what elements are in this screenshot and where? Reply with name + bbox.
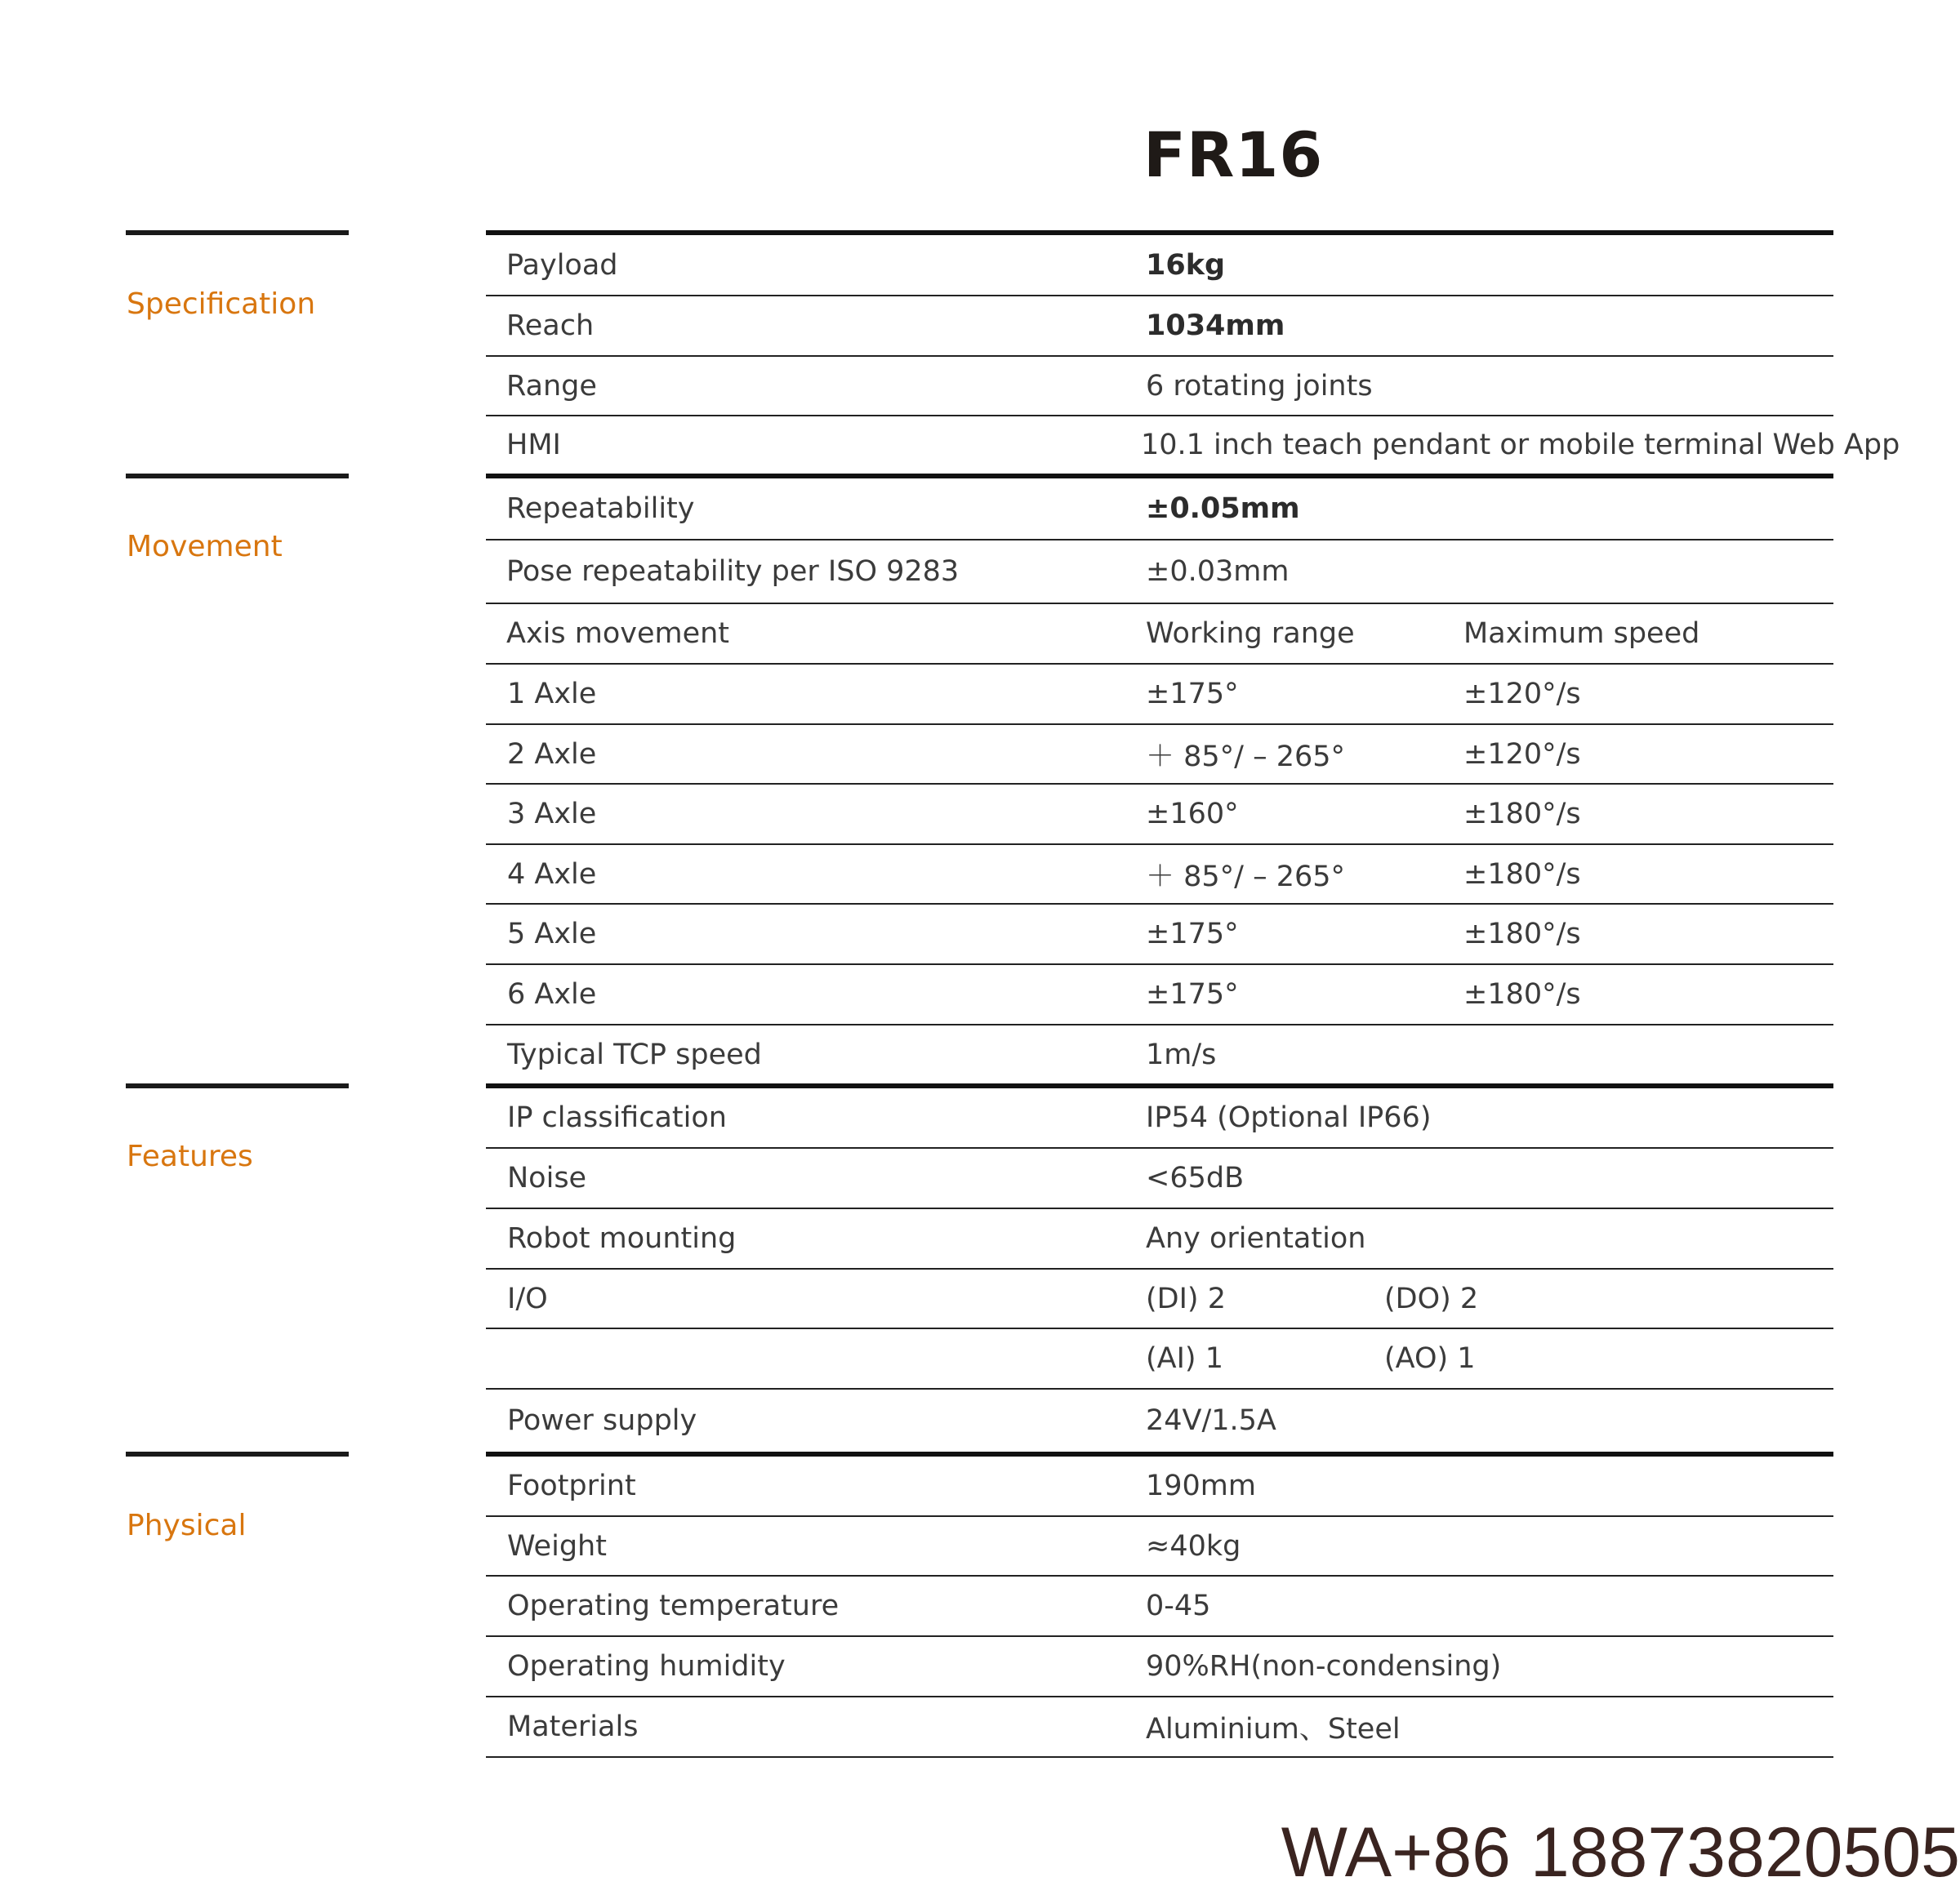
section-rule-specification — [126, 230, 349, 235]
row-value: ＋ 85°/ – 265° — [1146, 740, 1346, 773]
section-label-specification: Specification — [127, 287, 316, 321]
section-rule-features — [126, 1083, 349, 1088]
row-label: Weight — [507, 1529, 607, 1563]
row-value: 16kg — [1146, 248, 1226, 282]
row-value: IP54 (Optional IP66) — [1146, 1101, 1432, 1134]
row-label: Range — [506, 369, 597, 403]
row-value: ±160° — [1146, 798, 1239, 830]
spec-row-noise — [486, 1149, 1833, 1209]
row-value2: ±120°/s — [1463, 678, 1581, 710]
section-rule-physical — [126, 1452, 349, 1457]
row-value: Working range — [1146, 617, 1355, 650]
product-title: FR16 — [1143, 118, 1324, 191]
row-value: 6 rotating joints — [1146, 369, 1373, 403]
axis-row — [486, 905, 1833, 965]
row-value: Any orientation — [1146, 1222, 1366, 1255]
row-label: Pose repeatability per ISO 9283 — [506, 555, 960, 588]
row-label: Materials — [507, 1710, 639, 1743]
spec-row-ip-classification — [486, 1088, 1833, 1149]
row-label: Repeatability — [506, 492, 695, 525]
spec-row-reach — [486, 296, 1833, 357]
spec-row-hmi — [486, 416, 1900, 474]
spec-row-range — [486, 357, 1833, 416]
spec-row-repeatability — [486, 478, 1833, 540]
row-label: Power supply — [507, 1404, 697, 1437]
row-value2: ±180°/s — [1463, 798, 1581, 830]
row-label: Payload — [506, 248, 618, 282]
row-value: 0-45 — [1146, 1590, 1211, 1622]
row-label: Axis movement — [506, 617, 730, 650]
spec-row-pose-repeatability — [486, 540, 1833, 604]
spec-row-robot-mounting — [486, 1209, 1833, 1270]
spec-row-payload — [486, 235, 1833, 296]
row-value: 24V/1.5A — [1146, 1404, 1276, 1437]
axis-row — [486, 785, 1833, 845]
axis-header-row — [486, 604, 1833, 665]
row-value: ≈40kg — [1146, 1529, 1241, 1563]
row-value2: ±180°/s — [1463, 978, 1581, 1011]
section-label-movement: Movement — [127, 530, 283, 563]
row-label: HMI — [506, 429, 561, 461]
row-label: Operating humidity — [507, 1650, 786, 1683]
row-value: (AI) 1 — [1146, 1342, 1223, 1375]
row-value: 1034mm — [1146, 309, 1285, 342]
row-label: 1 Axle — [507, 678, 597, 710]
row-label: Reach — [506, 309, 595, 342]
row-value2: (AO) 1 — [1384, 1342, 1476, 1375]
spec-row-io-analog — [486, 1329, 1833, 1390]
row-value: ±175° — [1146, 678, 1239, 710]
spec-row-power-supply — [486, 1390, 1833, 1452]
spec-row-tcp-speed — [486, 1025, 1833, 1083]
axis-row — [486, 725, 1833, 785]
row-label: I/O — [507, 1282, 548, 1315]
row-label: Operating temperature — [507, 1590, 840, 1622]
row-value2: ±180°/s — [1463, 918, 1581, 950]
row-value2: (DO) 2 — [1384, 1282, 1479, 1315]
row-label: 3 Axle — [507, 798, 597, 830]
row-label: Noise — [507, 1162, 587, 1194]
section-label-features: Features — [127, 1140, 253, 1173]
spec-row-materials — [486, 1697, 1833, 1758]
axis-row — [486, 665, 1833, 725]
row-value: 190mm — [1146, 1470, 1256, 1502]
row-value: ＋ 85°/ – 265° — [1146, 860, 1346, 893]
row-value: ±0.05mm — [1146, 492, 1300, 525]
axis-row — [486, 965, 1833, 1025]
row-label: 6 Axle — [507, 978, 597, 1011]
row-value2: ±120°/s — [1463, 737, 1581, 771]
section-label-physical: Physical — [127, 1509, 247, 1542]
row-label: Typical TCP speed — [507, 1038, 762, 1071]
section-rule-movement — [126, 474, 349, 478]
row-value: 90%RH(non-condensing) — [1146, 1650, 1502, 1683]
axis-row — [486, 845, 1833, 905]
row-value: <65dB — [1146, 1162, 1245, 1194]
row-label: 2 Axle — [507, 737, 597, 771]
row-value: Aluminium、Steel — [1146, 1713, 1401, 1746]
row-value2: Maximum speed — [1463, 617, 1700, 650]
spec-row-footprint — [486, 1457, 1833, 1517]
spec-row-io — [486, 1270, 1833, 1329]
spec-row-operating-humidity — [486, 1637, 1833, 1697]
contact-watermark: WA+86 18873820505 — [1281, 1813, 1960, 1892]
row-label: Footprint — [507, 1470, 636, 1502]
row-label: IP classification — [507, 1101, 727, 1134]
row-value: ±175° — [1146, 918, 1239, 950]
row-value: (DI) 2 — [1146, 1282, 1226, 1315]
row-label: 5 Axle — [507, 918, 597, 950]
row-value2: ±180°/s — [1463, 857, 1581, 891]
spec-row-operating-temperature — [486, 1577, 1833, 1637]
row-label: 4 Axle — [507, 857, 597, 891]
row-value: 10.1 inch teach pendant or mobile terminal Web App — [1141, 429, 1900, 461]
row-value: 1m/s — [1146, 1038, 1217, 1071]
row-label: Robot mounting — [507, 1222, 737, 1255]
row-value: ±0.03mm — [1146, 555, 1290, 588]
spec-row-weight — [486, 1517, 1833, 1577]
row-value: ±175° — [1146, 978, 1239, 1011]
